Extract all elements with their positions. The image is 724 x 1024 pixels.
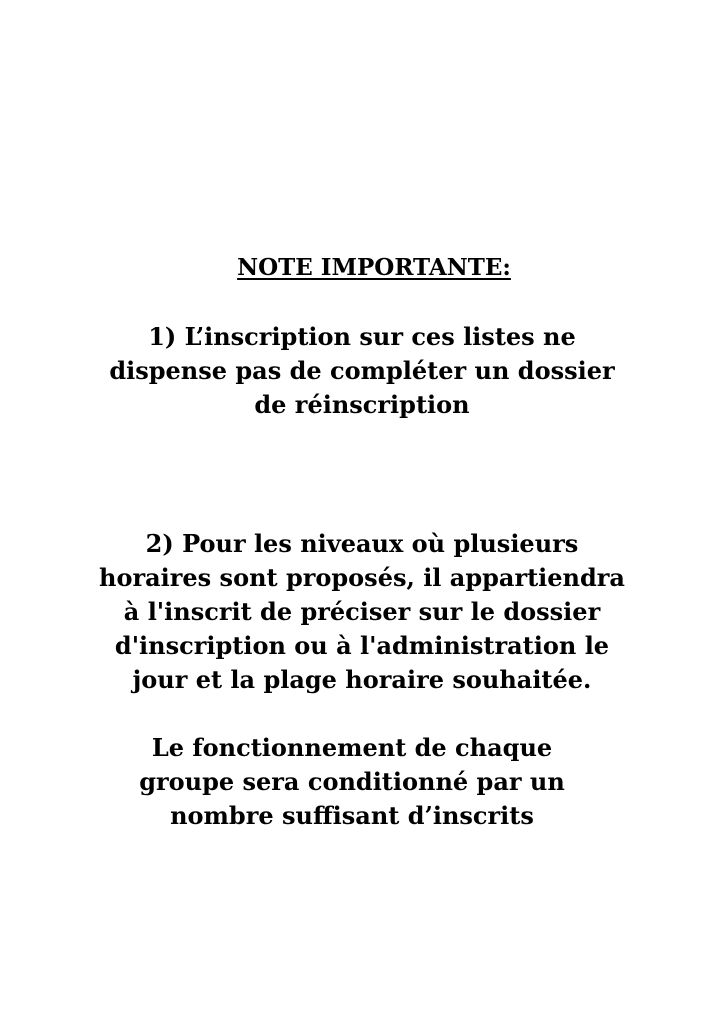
- conclusion-line: nombre suffisant d’inscrits: [170, 801, 534, 830]
- point-2-line: horaires sont proposés, il appartiendra: [99, 563, 625, 592]
- point-2-line: à l'inscrit de préciser sur le dossier: [123, 597, 601, 626]
- note-title: NOTE IMPORTANTE:: [237, 254, 511, 281]
- point-2-line: jour et la plage horaire souhaitée.: [132, 665, 592, 694]
- point-1-line: de réinscription: [254, 390, 470, 419]
- point-1-line: 1) L’inscription sur ces listes ne: [148, 322, 576, 351]
- conclusion-line: groupe sera conditionné par un: [139, 767, 565, 796]
- conclusion-line: Le fonctionnement de chaque: [151, 733, 553, 762]
- conclusion-paragraph: [0, 731, 704, 833]
- point-2-line: 2) Pour les niveaux où plusieurs: [145, 529, 579, 558]
- point-1-paragraph: [0, 320, 724, 422]
- point-2-line: d'inscription ou à l'administration le: [114, 631, 610, 660]
- point-1-line: dispense pas de compléter un dossier: [109, 356, 615, 385]
- point-2-paragraph: [0, 527, 724, 697]
